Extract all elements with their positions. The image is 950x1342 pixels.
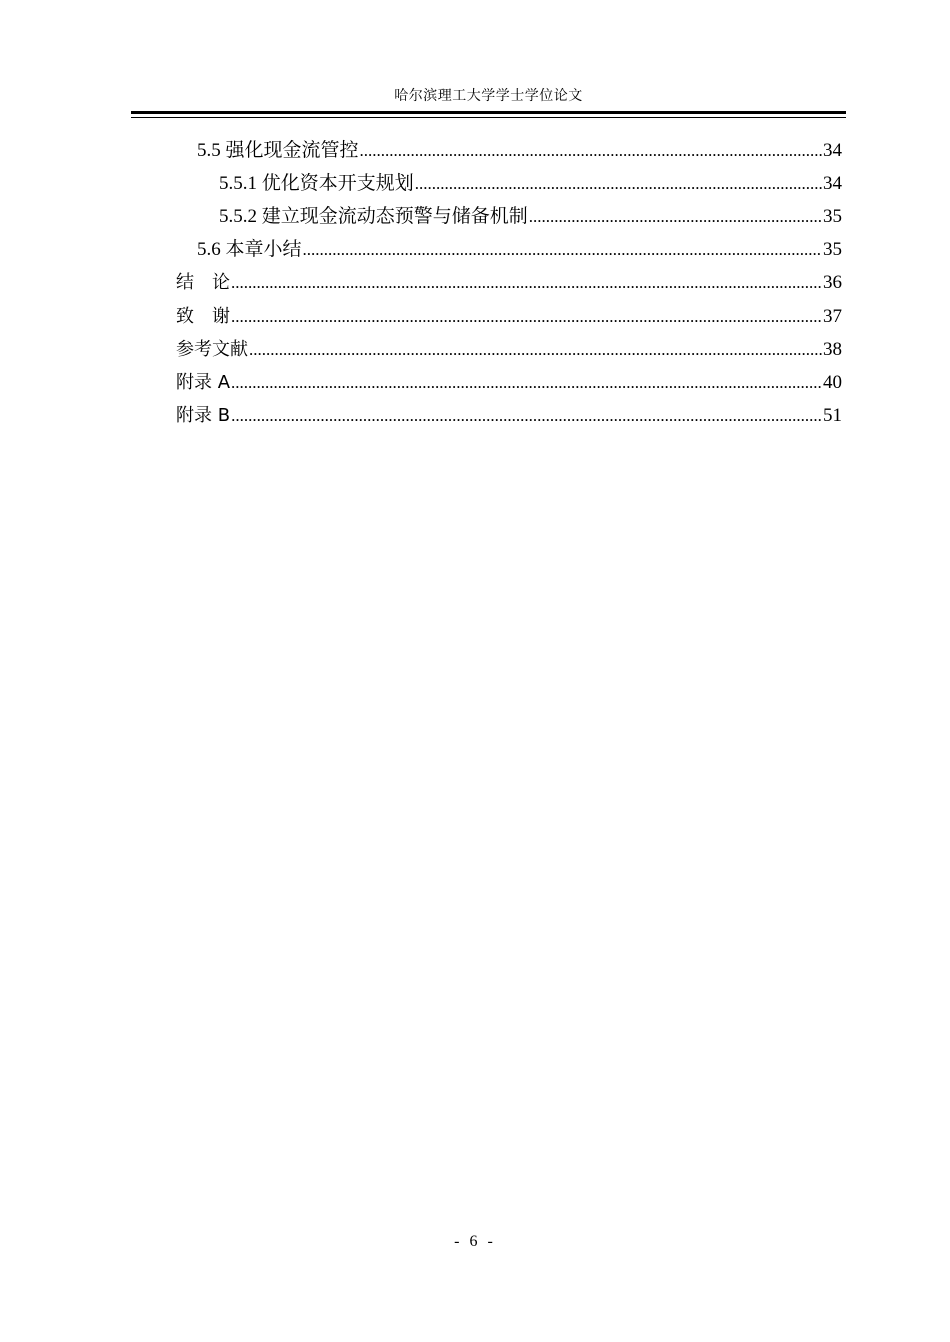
toc-entry-5-5-1[interactable] [219, 169, 842, 199]
toc-entry-page: 34 [823, 173, 842, 194]
toc-entry-title: 附录 B [176, 405, 231, 426]
toc-dot-leader [249, 335, 822, 365]
toc-entry-title: 结 论 [176, 272, 230, 293]
toc-dot-leader [415, 169, 822, 199]
toc-dot-leader [231, 302, 822, 332]
toc-entry-references[interactable] [176, 335, 842, 365]
toc-entry-page: 35 [823, 239, 842, 260]
toc-entry-title: 5.5 强化现金流管控 [197, 140, 359, 161]
toc-dot-leader [231, 368, 822, 398]
header-rule-thick [131, 111, 846, 114]
toc-entry-page: 40 [823, 372, 842, 393]
header-rule-thin [131, 117, 846, 118]
toc-entry-5-6[interactable] [197, 235, 842, 265]
toc-entry-appendix-b[interactable] [176, 401, 842, 431]
toc-entry-title: 参考文献 [176, 339, 248, 360]
toc-entry-acknowledgements[interactable] [176, 302, 842, 332]
toc-entry-title: 5.5.1 优化资本开支规划 [219, 173, 414, 194]
toc-entry-page: 34 [823, 140, 842, 161]
page-number: - 6 - [454, 1233, 496, 1250]
toc-entry-page: 35 [823, 206, 842, 227]
toc-entry-page: 38 [823, 339, 842, 360]
toc-entry-conclusion[interactable] [176, 268, 842, 298]
running-header: 哈尔滨理工大学学士学位论文 [394, 89, 583, 104]
toc-entry-5-5[interactable] [197, 136, 842, 166]
toc-entry-title: 5.5.2 建立现金流动态预警与储备机制 [219, 206, 528, 227]
toc-entry-page: 51 [823, 405, 842, 426]
toc-entry-page: 36 [823, 272, 842, 293]
toc-dot-leader [231, 401, 822, 431]
toc-entry-title: 致 谢 [176, 306, 230, 327]
toc-entry-page: 37 [823, 306, 842, 327]
toc-entry-5-5-2[interactable] [219, 202, 842, 232]
toc-entry-title: 5.6 本章小结 [197, 239, 302, 260]
toc-entry-title: 附录 A [176, 372, 231, 393]
toc-dot-leader [303, 235, 822, 265]
toc-dot-leader [231, 268, 822, 298]
toc-entry-appendix-a[interactable] [176, 368, 842, 398]
toc-dot-leader [360, 136, 822, 166]
toc-dot-leader [529, 202, 822, 232]
